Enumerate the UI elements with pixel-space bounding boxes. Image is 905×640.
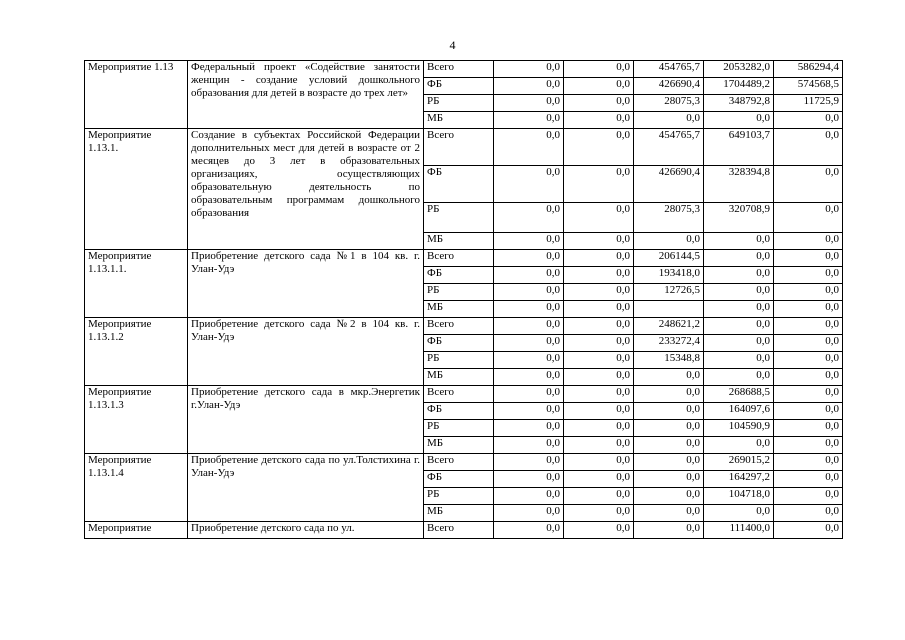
- amount-cell: 0,0: [494, 318, 564, 335]
- table-row: [85, 522, 843, 539]
- amount-cell: 268688,5: [704, 386, 774, 403]
- funding-source: Всего: [424, 522, 494, 539]
- amount-cell: 0,0: [634, 454, 704, 471]
- amount-cell: 454765,7: [634, 61, 704, 78]
- amount-cell: 28075,3: [634, 95, 704, 112]
- amount-cell: 0,0: [704, 369, 774, 386]
- amount-cell: 0,0: [634, 437, 704, 454]
- funding-source: ФБ: [424, 335, 494, 352]
- amount-cell: 0,0: [494, 284, 564, 301]
- amount-cell: 0,0: [774, 437, 843, 454]
- funding-source: МБ: [424, 505, 494, 522]
- amount-cell: 28075,3: [634, 203, 704, 233]
- amount-cell: 0,0: [494, 522, 564, 539]
- amount-cell: 104590,9: [704, 420, 774, 437]
- funding-source: МБ: [424, 437, 494, 454]
- amount-cell: 0,0: [564, 454, 634, 471]
- amount-cell: 0,0: [774, 166, 843, 203]
- amount-cell: 426690,4: [634, 166, 704, 203]
- amount-cell: 426690,4: [634, 78, 704, 95]
- amount-cell: 0,0: [774, 403, 843, 420]
- funding-source: Всего: [424, 318, 494, 335]
- funding-source: ФБ: [424, 403, 494, 420]
- amount-cell: 0,0: [564, 129, 634, 166]
- amount-cell: 0,0: [704, 112, 774, 129]
- amount-cell: 0,0: [564, 471, 634, 488]
- table-row: [85, 129, 843, 166]
- amount-cell: 0,0: [634, 471, 704, 488]
- amount-cell: 1704489,2: [704, 78, 774, 95]
- amount-cell: 348792,8: [704, 95, 774, 112]
- amount-cell: 0,0: [704, 437, 774, 454]
- measure-title: Мероприятие 1.13.1.4: [85, 454, 188, 522]
- amount-cell: 15348,8: [634, 352, 704, 369]
- funding-source: Всего: [424, 250, 494, 267]
- funding-source: МБ: [424, 233, 494, 250]
- amount-cell: 0,0: [564, 386, 634, 403]
- amount-cell: 0,0: [704, 318, 774, 335]
- amount-cell: 0,0: [704, 284, 774, 301]
- amount-cell: 0,0: [704, 267, 774, 284]
- amount-cell: 0,0: [634, 420, 704, 437]
- measure-description: Федеральный проект «Содействие занятости женщин - создание условий дошкольного образования для детей в возрасте до трех лет»: [188, 61, 424, 129]
- amount-cell: 0,0: [774, 284, 843, 301]
- amount-cell: 12726,5: [634, 284, 704, 301]
- measure-description: Приобретение детского сада №2 в 104 кв. г. Улан-Удэ: [188, 318, 424, 386]
- amount-cell: 574568,5: [774, 78, 843, 95]
- amount-cell: 0,0: [634, 488, 704, 505]
- funding-source: РБ: [424, 284, 494, 301]
- amount-cell: 320708,9: [704, 203, 774, 233]
- amount-cell: 0,0: [774, 420, 843, 437]
- amount-cell: 0,0: [774, 454, 843, 471]
- amount-cell: 0,0: [494, 301, 564, 318]
- amount-cell: 0,0: [634, 112, 704, 129]
- measure-title: Мероприятие: [85, 522, 188, 539]
- amount-cell: 0,0: [494, 471, 564, 488]
- measure-description: Создание в субъектах Российской Федерации дополнительных мест для детей в возрасте от 2 месяцев до 3 лет в образовательных организациях, осуществляющих образовательную деятельность по образовательным программам дошкольного образования: [188, 129, 424, 250]
- amount-cell: 0,0: [564, 352, 634, 369]
- amount-cell: 0,0: [494, 420, 564, 437]
- amount-cell: 0,0: [634, 505, 704, 522]
- table-row: [85, 250, 843, 267]
- amount-cell: 0,0: [774, 301, 843, 318]
- amount-cell: 0,0: [774, 488, 843, 505]
- amount-cell: 0,0: [774, 386, 843, 403]
- amount-cell: 111400,0: [704, 522, 774, 539]
- amount-cell: 0,0: [774, 522, 843, 539]
- amount-cell: 0,0: [774, 203, 843, 233]
- measure-title: Мероприятие 1.13.1.2: [85, 318, 188, 386]
- amount-cell: 0,0: [494, 78, 564, 95]
- amount-cell: 0,0: [564, 267, 634, 284]
- measure-description: Приобретение детского сада по ул.: [188, 522, 424, 539]
- amount-cell: 0,0: [564, 166, 634, 203]
- amount-cell: 0,0: [774, 352, 843, 369]
- measure-title: Мероприятие 1.13.1.1.: [85, 250, 188, 318]
- amount-cell: 0,0: [564, 250, 634, 267]
- amount-cell: 0,0: [494, 233, 564, 250]
- table-row: [85, 318, 843, 335]
- funding-source: Всего: [424, 129, 494, 166]
- amount-cell: 328394,8: [704, 166, 774, 203]
- amount-cell: 269015,2: [704, 454, 774, 471]
- amount-cell: 0,0: [494, 454, 564, 471]
- page-number: 4: [449, 38, 456, 52]
- amount-cell: 0,0: [494, 437, 564, 454]
- funding-source: МБ: [424, 112, 494, 129]
- amount-cell: 164097,6: [704, 403, 774, 420]
- amount-cell: 0,0: [704, 352, 774, 369]
- measure-description: Приобретение детского сада по ул.Толстихина г. Улан-Удэ: [188, 454, 424, 522]
- funding-source: РБ: [424, 352, 494, 369]
- amount-cell: 0,0: [704, 301, 774, 318]
- amount-cell: 0,0: [494, 203, 564, 233]
- amount-cell: 0,0: [634, 233, 704, 250]
- funding-source: ФБ: [424, 471, 494, 488]
- amount-cell: 0,0: [494, 267, 564, 284]
- amount-cell: 0,0: [634, 403, 704, 420]
- amount-cell: 0,0: [564, 233, 634, 250]
- amount-cell: 0,0: [494, 403, 564, 420]
- amount-cell: 0,0: [564, 369, 634, 386]
- funding-source: ФБ: [424, 166, 494, 203]
- amount-cell: 0,0: [494, 386, 564, 403]
- table-row: [85, 386, 843, 403]
- amount-cell: 0,0: [774, 233, 843, 250]
- amount-cell: 0,0: [564, 420, 634, 437]
- funding-source: РБ: [424, 203, 494, 233]
- amount-cell: 0,0: [564, 335, 634, 352]
- amount-cell: 248621,2: [634, 318, 704, 335]
- amount-cell: 0,0: [494, 352, 564, 369]
- amount-cell: 0,0: [494, 95, 564, 112]
- amount-cell: 0,0: [494, 488, 564, 505]
- amount-cell: 0,0: [774, 505, 843, 522]
- amount-cell: 0,0: [704, 250, 774, 267]
- amount-cell: 0,0: [494, 112, 564, 129]
- amount-cell: 0,0: [494, 250, 564, 267]
- funding-source: ФБ: [424, 267, 494, 284]
- measure-title: Мероприятие 1.13: [85, 61, 188, 129]
- amount-cell: [634, 301, 704, 318]
- amount-cell: 0,0: [774, 471, 843, 488]
- amount-cell: 0,0: [634, 386, 704, 403]
- measure-title: Мероприятие 1.13.1.: [85, 129, 188, 250]
- funding-source: МБ: [424, 369, 494, 386]
- amount-cell: 0,0: [564, 437, 634, 454]
- amount-cell: 0,0: [634, 522, 704, 539]
- amount-cell: 0,0: [494, 166, 564, 203]
- amount-cell: 0,0: [494, 505, 564, 522]
- amount-cell: 104718,0: [704, 488, 774, 505]
- amount-cell: 164297,2: [704, 471, 774, 488]
- amount-cell: 0,0: [564, 95, 634, 112]
- amount-cell: 233272,4: [634, 335, 704, 352]
- amount-cell: 0,0: [564, 78, 634, 95]
- amount-cell: 0,0: [564, 318, 634, 335]
- measure-description: Приобретение детского сада в мкр.Энергетик г.Улан-Удэ: [188, 386, 424, 454]
- funding-source: Всего: [424, 386, 494, 403]
- amount-cell: 206144,5: [634, 250, 704, 267]
- funding-source: РБ: [424, 95, 494, 112]
- amount-cell: 0,0: [774, 335, 843, 352]
- budget-table: [84, 60, 843, 539]
- measure-description: Приобретение детского сада №1 в 104 кв. г. Улан-Удэ: [188, 250, 424, 318]
- funding-source: МБ: [424, 301, 494, 318]
- table-row: [85, 454, 843, 471]
- amount-cell: 0,0: [494, 335, 564, 352]
- amount-cell: 0,0: [774, 112, 843, 129]
- funding-source: ФБ: [424, 78, 494, 95]
- funding-source: РБ: [424, 420, 494, 437]
- amount-cell: 0,0: [774, 369, 843, 386]
- amount-cell: 193418,0: [634, 267, 704, 284]
- amount-cell: 0,0: [564, 488, 634, 505]
- amount-cell: 0,0: [774, 318, 843, 335]
- amount-cell: 0,0: [704, 335, 774, 352]
- amount-cell: 0,0: [494, 61, 564, 78]
- amount-cell: 586294,4: [774, 61, 843, 78]
- amount-cell: 0,0: [494, 129, 564, 166]
- amount-cell: 0,0: [564, 61, 634, 78]
- funding-source: Всего: [424, 61, 494, 78]
- funding-source: РБ: [424, 488, 494, 505]
- amount-cell: 0,0: [564, 505, 634, 522]
- amount-cell: 0,0: [564, 301, 634, 318]
- amount-cell: 0,0: [564, 284, 634, 301]
- amount-cell: 0,0: [564, 203, 634, 233]
- amount-cell: 0,0: [494, 369, 564, 386]
- amount-cell: 0,0: [774, 129, 843, 166]
- amount-cell: 0,0: [704, 233, 774, 250]
- amount-cell: 454765,7: [634, 129, 704, 166]
- amount-cell: 0,0: [564, 522, 634, 539]
- amount-cell: 0,0: [634, 369, 704, 386]
- amount-cell: 649103,7: [704, 129, 774, 166]
- amount-cell: 0,0: [774, 267, 843, 284]
- amount-cell: 0,0: [704, 505, 774, 522]
- amount-cell: 0,0: [774, 250, 843, 267]
- amount-cell: 11725,9: [774, 95, 843, 112]
- measure-title: Мероприятие 1.13.1.3: [85, 386, 188, 454]
- amount-cell: 0,0: [564, 403, 634, 420]
- table-row: [85, 61, 843, 78]
- amount-cell: 0,0: [564, 112, 634, 129]
- funding-source: Всего: [424, 454, 494, 471]
- amount-cell: 2053282,0: [704, 61, 774, 78]
